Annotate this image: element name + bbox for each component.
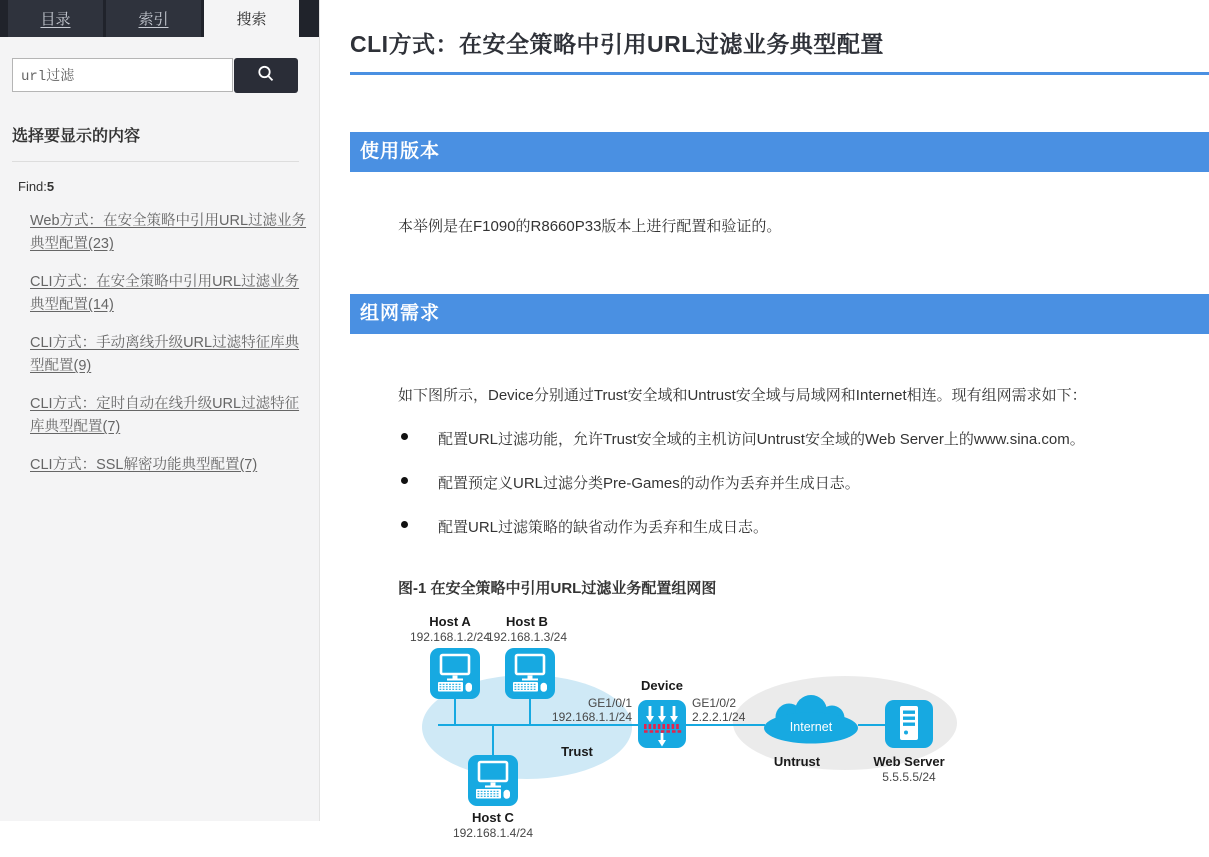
interface-ge102-label: GE1/0/2 bbox=[692, 695, 737, 710]
network-paragraph: 如下图所示，Device分别通过Trust安全域和Untrust安全域与局域网和Internet相连。现有组网需求如下： bbox=[398, 386, 1087, 404]
host-b-icon bbox=[505, 648, 555, 699]
web-server-label: Web Server bbox=[873, 753, 945, 769]
search-result-link[interactable]: CLI方式：在安全策略中引用URL过滤业务典型配置(14) bbox=[30, 273, 300, 314]
find-label: Find: bbox=[18, 179, 47, 194]
trust-zone-label: Trust bbox=[561, 743, 593, 759]
tab-index[interactable] bbox=[106, 0, 201, 37]
tab-contents-label: 目录 bbox=[40, 11, 71, 28]
internet-cloud-label: Internet bbox=[789, 719, 833, 734]
sidebar-tabbar bbox=[0, 0, 319, 37]
search-button[interactable] bbox=[234, 58, 298, 93]
tab-index-label: 索引 bbox=[138, 11, 169, 28]
host-c-label: Host C bbox=[472, 809, 514, 825]
find-count: 5 bbox=[46, 179, 55, 194]
interface-ge101-ip: 192.168.1.1/24 bbox=[551, 709, 632, 724]
requirement-item: 配置URL过滤策略的缺省动作为丢弃和生成日志。 bbox=[398, 516, 1169, 537]
tab-search[interactable] bbox=[204, 0, 299, 37]
search-results-list bbox=[30, 210, 309, 477]
firewall-device-icon bbox=[638, 700, 686, 748]
sidebar bbox=[0, 0, 320, 821]
network-diagram bbox=[392, 610, 1209, 857]
tab-contents[interactable] bbox=[8, 0, 103, 37]
host-a-icon bbox=[430, 648, 480, 699]
title-rule bbox=[350, 72, 1209, 75]
requirement-item: 配置预定义URL过滤分类Pre-Games的动作为丢弃并生成日志。 bbox=[398, 472, 1169, 493]
search-row bbox=[12, 58, 307, 93]
search-result-link[interactable]: CLI方式：SSL解密功能典型配置(7) bbox=[30, 456, 258, 473]
web-server-icon bbox=[885, 700, 933, 748]
search-input[interactable] bbox=[12, 58, 233, 92]
host-c-icon bbox=[468, 755, 518, 806]
sidebar-heading: 选择要显示的内容 bbox=[12, 128, 141, 145]
version-paragraph: 本举例是在F1090的R8660P33版本上进行配置和验证的。 bbox=[398, 218, 782, 235]
host-a-ip: 192.168.1.2/24 bbox=[409, 629, 491, 644]
host-c-ip: 192.168.1.4/24 bbox=[452, 825, 534, 840]
host-a-label: Host A bbox=[429, 613, 471, 629]
requirement-item: 配置URL过滤功能，允许Trust安全域的主机访问Untrust安全域的Web Server上的www.sina.com。 bbox=[398, 428, 1169, 449]
main-content bbox=[320, 0, 1209, 840]
search-result-link[interactable]: CLI方式：手动离线升级URL过滤特征库典型配置(9) bbox=[30, 334, 300, 375]
web-server-ip: 5.5.5.5/24 bbox=[882, 769, 936, 784]
untrust-zone-label: Untrust bbox=[773, 753, 821, 769]
search-result-link[interactable]: Web方式：在安全策略中引用URL过滤业务典型配置(23) bbox=[30, 213, 307, 253]
sidebar-divider bbox=[12, 161, 299, 162]
tab-search-label: 搜索 bbox=[236, 11, 267, 28]
interface-ge101-label: GE1/0/1 bbox=[587, 695, 632, 710]
search-icon bbox=[256, 64, 276, 87]
search-result-link[interactable]: CLI方式：定时自动在线升级URL过滤特征库典型配置(7) bbox=[30, 395, 300, 436]
interface-ge102-ip: 2.2.2.1/24 bbox=[692, 709, 746, 724]
host-b-label: Host B bbox=[506, 613, 548, 629]
figure-caption: 图-1 在安全策略中引用URL过滤业务配置组网图 bbox=[398, 579, 717, 597]
requirements-list bbox=[398, 428, 1169, 537]
section-heading-version: 使用版本 bbox=[350, 132, 1209, 172]
find-count-row bbox=[18, 179, 319, 194]
host-b-ip: 192.168.1.3/24 bbox=[486, 629, 568, 644]
device-label: Device bbox=[641, 677, 683, 693]
page-title: CLI方式：在安全策略中引用URL过滤业务典型配置 bbox=[350, 31, 884, 57]
section-heading-network: 组网需求 bbox=[350, 294, 1209, 334]
